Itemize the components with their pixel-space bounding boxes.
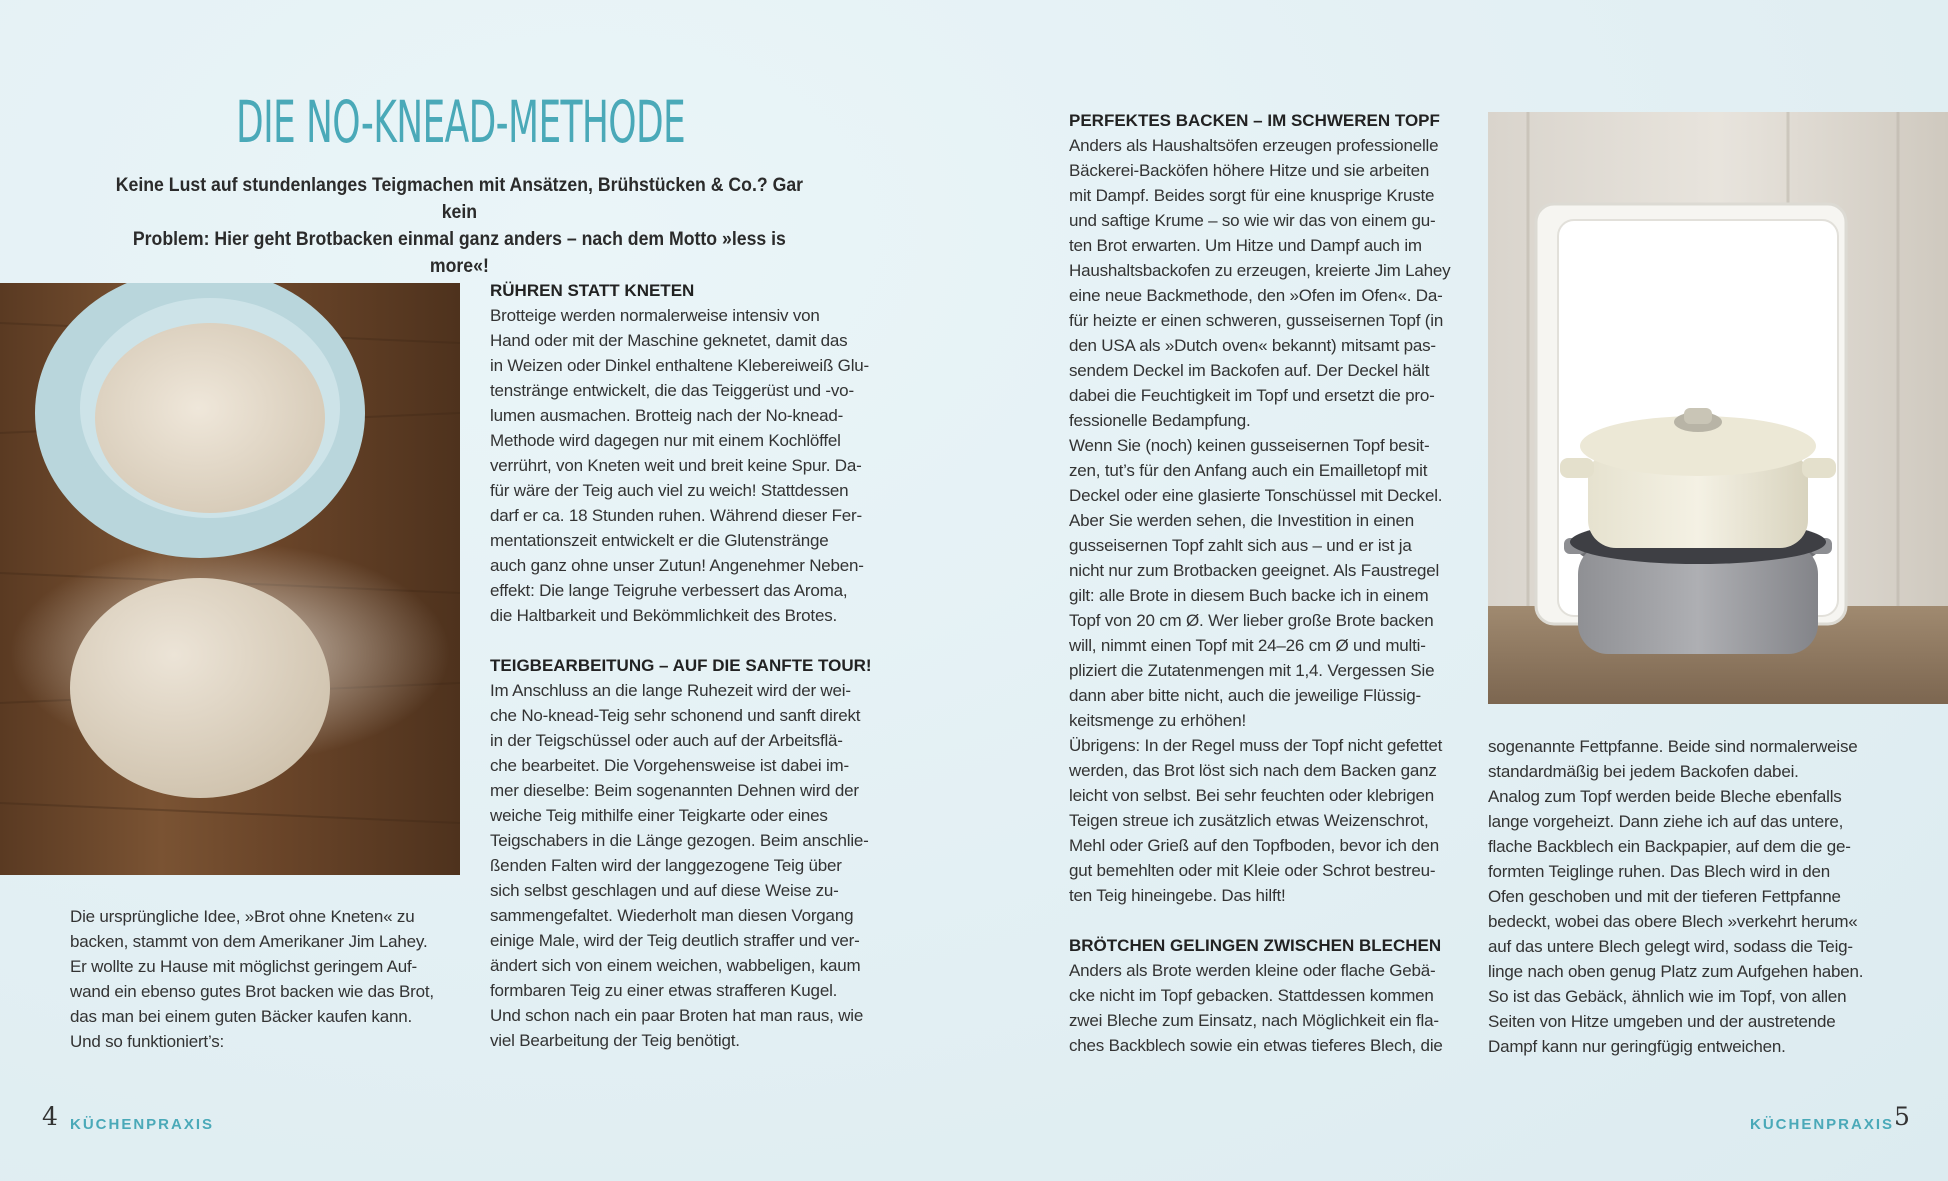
text-line: dann aber bitte nicht, auch die jeweilige Flüssig-	[1069, 686, 1421, 705]
column-4	[1488, 734, 1908, 1059]
text-line: zen, tut’s für den Anfang auch ein Emailletopf mit	[1069, 461, 1428, 480]
text-line: Und schon nach ein paar Broten hat man raus, wie	[490, 1006, 864, 1025]
page-number-right: 5	[1894, 1102, 1910, 1131]
text-line: che bearbeitet. Die Vorgehensweise ist dabei im-	[490, 756, 849, 775]
text-line: backen, stammt von dem Amerikaner Jim Lahey.	[70, 932, 428, 951]
section-heading-perfektes-backen: PERFEKTES BACKEN – IM SCHWEREN TOPF	[1069, 111, 1440, 130]
text-line: Aber Sie werden sehen, die Investition in einen	[1069, 511, 1414, 530]
text-line: pliziert die Zutatenmengen mit 1,4. Vergessen Sie	[1069, 661, 1435, 680]
text-line: cke nicht im Topf gebacken. Stattdessen kommen	[1069, 986, 1434, 1005]
text-line: in der Teigschüssel oder auch auf der Arbeitsflä-	[490, 731, 843, 750]
lead-line: Problem: Hier geht Brotbacken einmal ganz anders – nach dem Motto »less is more«!	[132, 229, 786, 277]
dough-photo	[0, 283, 460, 875]
column-2	[490, 278, 890, 1053]
text-line: Anders als Haushaltsöfen erzeugen professionelle	[1069, 136, 1439, 155]
section-heading-ruehren: RÜHREN STATT KNETEN	[490, 281, 695, 300]
text-line: linge nach oben genug Platz zum Aufgehen haben.	[1488, 962, 1864, 981]
text-line: ten Teig hineingebe. Das hilft!	[1069, 886, 1286, 905]
text-line: verrührt, von Kneten weit und breit keine Spur. Da-	[490, 456, 862, 475]
text-line: Haushaltsbackofen zu erzeugen, kreierte Jim Lahey	[1069, 261, 1451, 280]
text-line: gilt: alle Brote in diesem Buch backe ich in einem	[1069, 586, 1429, 605]
text-line: will, nimmt einen Topf mit 24–26 cm Ø und multi-	[1069, 636, 1426, 655]
text-line: gusseisernen Topf zahlt sich aus – und er ist ja	[1069, 536, 1412, 555]
text-line: Bäckerei-Backöfen höhere Hitze und sie arbeiten	[1069, 161, 1430, 180]
text-line: ches Backblech sowie ein etwas tieferes Blech, die	[1069, 1036, 1443, 1055]
text-line: Und so funktioniert’s:	[70, 1032, 225, 1051]
text-line: sendem Deckel im Backofen auf. Der Deckel hält	[1069, 361, 1430, 380]
text-line: das man bei einem guten Bäcker kaufen kann.	[70, 1007, 413, 1026]
text-line: sammengefaltet. Wiederholt man diesen Vorgang	[490, 906, 854, 925]
text-line: Teigschabers in die Länge gezogen. Beim anschlie-	[490, 831, 869, 850]
intro-paragraph	[70, 904, 470, 1054]
text-line: leicht von selbst. Bei sehr feuchten oder klebrigen	[1069, 786, 1434, 805]
text-line: So ist das Gebäck, ähnlich wie im Topf, von allen	[1488, 987, 1847, 1006]
section-label-left: KÜCHENPRAXIS	[70, 1116, 215, 1133]
text-line: Die ursprüngliche Idee, »Brot ohne Kneten« zu	[70, 907, 415, 926]
text-line: einige Male, wird der Teig deutlich straffer und ver-	[490, 931, 860, 950]
text-line: lumen ausmachen. Brotteig nach der No-knead-	[490, 406, 844, 425]
text-line: Teigen streue ich zusätzlich etwas Weizenschrot,	[1069, 811, 1429, 830]
text-line: Hand oder mit der Maschine geknetet, damit das	[490, 331, 848, 350]
text-line: Ofen geschoben und mit der tieferen Fettpfanne	[1488, 887, 1841, 906]
text-line: flache Backblech ein Backpapier, auf dem die ge-	[1488, 837, 1851, 856]
text-line: für wäre der Teig auch viel zu weich! Stattdessen	[490, 481, 849, 500]
text-line: Wenn Sie (noch) keinen gusseisernen Topf besit-	[1069, 436, 1430, 455]
text-line: mentationszeit entwickelt er die Glutenstränge	[490, 531, 829, 550]
text-line: weiche Teig mithilfe einer Teigkarte oder eines	[490, 806, 828, 825]
text-line: nicht nur zum Brotbacken geeignet. Als Faustregel	[1069, 561, 1440, 580]
text-line: in Weizen oder Dinkel enthaltene Klebereiweiß Glu-	[490, 356, 869, 375]
text-line: Er wollte zu Hause mit möglichst geringem Auf-	[70, 957, 417, 976]
text-line: formbaren Teig zu einer etwas strafferen Kugel.	[490, 981, 838, 1000]
text-line: bedeckt, wobei das obere Blech »verkehrt herum«	[1488, 912, 1858, 931]
text-line: auf das untere Blech gelegt wird, sodass die Teig-	[1488, 937, 1853, 956]
page-title: DIE NO-KNEAD-METHODE	[236, 88, 686, 156]
text-line: sogenannte Fettpfanne. Beide sind normalerweise	[1488, 737, 1858, 756]
text-line: zwei Bleche zum Einsatz, nach Möglichkeit ein fla-	[1069, 1011, 1439, 1030]
section-heading-broetchen: BRÖTCHEN GELINGEN ZWISCHEN BLECHEN	[1069, 936, 1442, 955]
text-line: Brotteige werden normalerweise intensiv von	[490, 306, 820, 325]
page-number-left: 4	[42, 1102, 58, 1131]
text-line: darf er ca. 18 Stunden ruhen. Während dieser Fer-	[490, 506, 862, 525]
text-line: auch ganz ohne unser Zutun! Angenehmer Neben-	[490, 556, 864, 575]
text-line: ßenden Falten wird der langgezogene Teig über	[490, 856, 842, 875]
text-line: viel Bearbeitung der Teig benötigt.	[490, 1031, 740, 1050]
lead-line: Keine Lust auf stundenlanges Teigmachen mit Ansätzen, Brühstücken & Co.? Gar kein	[115, 175, 804, 223]
text-line: eine neue Backmethode, den »Ofen im Ofen«. Da-	[1069, 286, 1443, 305]
text-line: keitsmenge zu erhöhen!	[1069, 711, 1247, 730]
text-line: formten Teiglinge ruhen. Das Blech wird in den	[1488, 862, 1831, 881]
text-line: Anders als Brote werden kleine oder flache Gebä-	[1069, 961, 1436, 980]
text-line: Mehl oder Grieß auf den Topfboden, bevor ich den	[1069, 836, 1439, 855]
pots-photo	[1488, 112, 1948, 704]
section-heading-teigbearbeitung: TEIGBEARBEITUNG – AUF DIE SANFTE TOUR!	[490, 656, 872, 675]
text-line: Deckel oder eine glasierte Tonschüssel mit Deckel.	[1069, 486, 1443, 505]
text-line: fessionelle Bedampfung.	[1069, 411, 1251, 430]
text-line: wand ein ebenso gutes Brot backen wie das Brot,	[70, 982, 434, 1001]
text-line: Seiten von Hitze umgeben und der austretende	[1488, 1012, 1836, 1031]
text-line: ten Brot erwarten. Um Hitze und Dampf auch im	[1069, 236, 1422, 255]
column-3	[1069, 108, 1469, 1058]
text-line: werden, das Brot löst sich nach dem Backen ganz	[1069, 761, 1437, 780]
text-line: che No-knead-Teig sehr schonend und sanft direkt	[490, 706, 861, 725]
text-line: dabei die Feuchtigkeit im Topf und ersetzt die pro-	[1069, 386, 1435, 405]
text-line: ändert sich von einem weichen, wabbeligen, kaum	[490, 956, 861, 975]
text-line: mer dieselbe: Beim sogenannten Dehnen wird der	[490, 781, 859, 800]
text-line: für heizte er einen schweren, gusseisernen Topf (in	[1069, 311, 1444, 330]
text-line: standardmäßig bei jedem Backofen dabei.	[1488, 762, 1799, 781]
text-line: tenstränge entwickelt, die das Teiggerüst und -vo-	[490, 381, 854, 400]
text-line: sich selbst geschlagen und auf diese Weise zu-	[490, 881, 839, 900]
lead-paragraph	[106, 172, 813, 280]
text-line: Dampf kann nur geringfügig entweichen.	[1488, 1037, 1786, 1056]
text-line: Im Anschluss an die lange Ruhezeit wird der wei-	[490, 681, 851, 700]
text-line: den USA als »Dutch oven« bekannt) mitsamt pas-	[1069, 336, 1436, 355]
text-line: die Haltbarkeit und Bekömmlichkeit des Brotes.	[490, 606, 838, 625]
text-line: effekt: Die lange Teigruhe verbessert das Aroma,	[490, 581, 848, 600]
text-line: mit Dampf. Beides sorgt für eine knusprige Kruste	[1069, 186, 1435, 205]
section-label-right: KÜCHENPRAXIS	[1750, 1116, 1895, 1133]
text-line: Topf von 20 cm Ø. Wer lieber große Brote backen	[1069, 611, 1434, 630]
text-line: lange vorgeheizt. Dann ziehe ich auf das untere,	[1488, 812, 1844, 831]
text-line: gut bemehlten oder mit Kleie oder Schrot bestreu-	[1069, 861, 1436, 880]
text-line: und saftige Krume – so wie wir das von einem gu-	[1069, 211, 1436, 230]
text-line: Analog zum Topf werden beide Bleche ebenfalls	[1488, 787, 1842, 806]
text-line: Übrigens: In der Regel muss der Topf nicht gefettet	[1069, 736, 1443, 755]
text-line: Methode wird dagegen nur mit einem Kochlöffel	[490, 431, 841, 450]
